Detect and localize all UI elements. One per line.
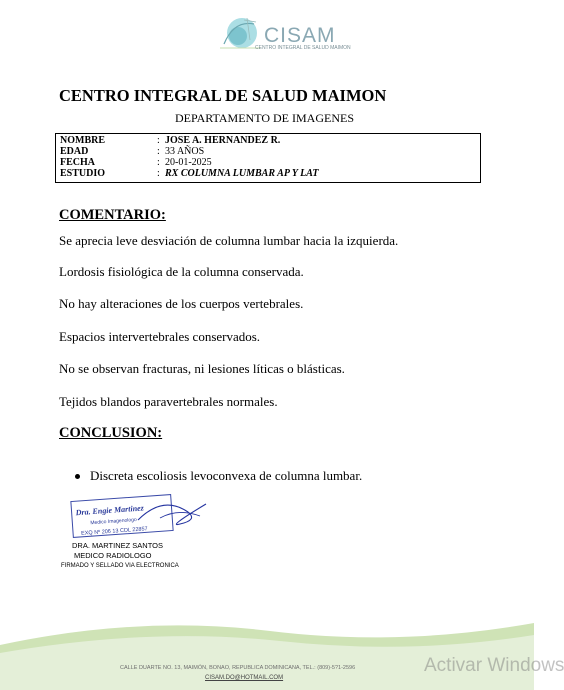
info-label: EDAD bbox=[60, 146, 89, 157]
windows-activation-watermark: Activar Windows bbox=[424, 655, 564, 676]
signature-stamp-icon bbox=[68, 490, 218, 540]
comment-line: Tejidos blandos paravertebrales normales. bbox=[59, 394, 278, 409]
info-separator: : bbox=[157, 135, 160, 146]
department-title: DEPARTAMENTO DE IMAGENES bbox=[175, 111, 354, 125]
footer-email[interactable]: CISAM.DO@HOTMAIL.COM bbox=[205, 675, 284, 681]
info-value: JOSE A. HERNANDEZ R. bbox=[165, 135, 281, 146]
info-value: 33 AÑOS bbox=[165, 146, 205, 157]
stamp-line: Dra. Engie Martinez bbox=[75, 503, 145, 518]
info-separator: : bbox=[157, 168, 160, 179]
comment-line: Lordosis fisiológica de la columna conservada. bbox=[59, 264, 304, 279]
info-separator: : bbox=[157, 157, 160, 168]
logo-subtitle: CENTRO INTEGRAL DE SALUD MAIMON bbox=[255, 45, 351, 51]
info-label: NOMBRE bbox=[60, 135, 105, 146]
footer-address: CALLE DUARTE NO. 13, MAIMÓN, BONAO, REPUBLICA DOMINICANA, TEL.: (809)-5?1-2596 bbox=[120, 665, 356, 671]
conclusion-heading: CONCLUSION: bbox=[59, 425, 163, 441]
comment-line: No se observan fracturas, ni lesiones líticas o blásticas. bbox=[59, 361, 345, 376]
conclusion-item: Discreta escoliosis levoconvexa de columna lumbar. bbox=[90, 468, 363, 483]
info-value: RX COLUMNA LUMBAR AP Y LAT bbox=[165, 168, 319, 179]
patient-info-box bbox=[55, 133, 481, 183]
comment-heading: COMENTARIO: bbox=[59, 207, 166, 223]
stamp-line: EXQ Nº 206 13 CDL 22857 bbox=[80, 526, 148, 537]
info-label: ESTUDIO bbox=[60, 168, 106, 179]
signer-role: MEDICO RADIOLOGO bbox=[74, 551, 152, 560]
comment-line: Se aprecia leve desviación de columna lumbar hacia la izquierda. bbox=[59, 233, 399, 248]
info-separator: : bbox=[157, 146, 160, 157]
bullet-icon bbox=[75, 474, 80, 479]
comment-line: No hay alteraciones de los cuerpos vertebrales. bbox=[59, 296, 304, 311]
signature-note: FIRMADO Y SELLADO VIA ELECTRONICA bbox=[61, 563, 179, 569]
info-value: 20-01-2025 bbox=[165, 157, 212, 168]
stamp-line: Medico Imagenologo bbox=[90, 516, 137, 527]
info-label: FECHA bbox=[60, 157, 95, 168]
comment-line: Espacios intervertebrales conservados. bbox=[59, 329, 261, 344]
page-title: CENTRO INTEGRAL DE SALUD MAIMON bbox=[59, 86, 387, 105]
logo-name: CISAM bbox=[264, 24, 336, 47]
signer-name: DRA. MARTINEZ SANTOS bbox=[72, 541, 163, 550]
